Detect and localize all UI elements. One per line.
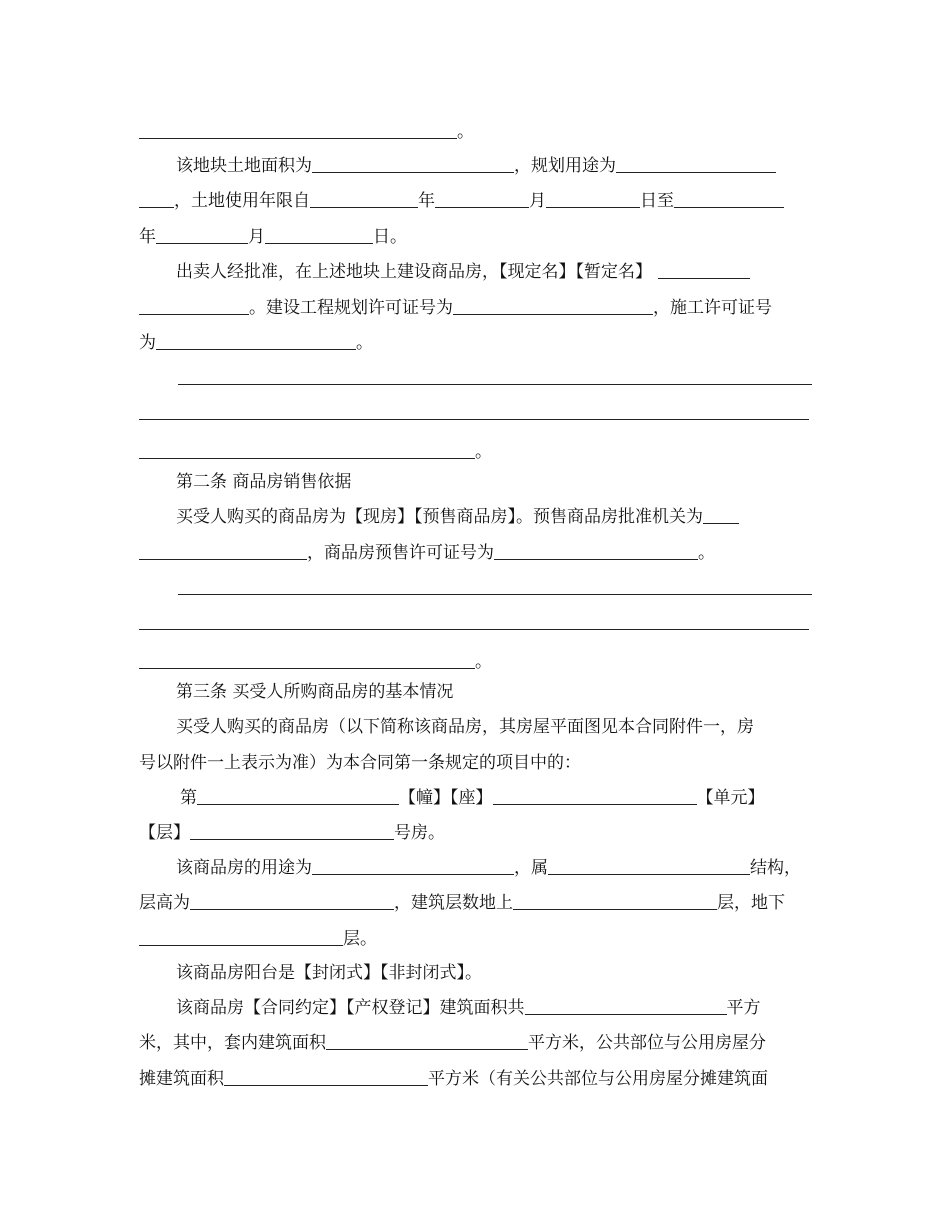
text: ，属 bbox=[514, 858, 548, 878]
text: ，土地使用年限自 bbox=[174, 191, 310, 211]
text: 该商品房【合同约定】【产权登记】建筑面积共 bbox=[176, 998, 525, 1018]
floors-below-blank bbox=[139, 925, 343, 946]
land-area-blank bbox=[312, 152, 514, 173]
text: 平方 bbox=[726, 998, 761, 1018]
text: 结构， bbox=[750, 858, 801, 878]
text: 【单元】 bbox=[696, 788, 765, 808]
text: 。 bbox=[356, 333, 373, 353]
text: 。 bbox=[475, 442, 492, 462]
shared-area-blank bbox=[224, 1065, 428, 1086]
shared-area-line bbox=[139, 1065, 768, 1093]
text-line bbox=[139, 438, 492, 466]
blank-field bbox=[139, 118, 457, 139]
text: 该地块土地面积为 bbox=[176, 156, 312, 176]
project-name-blank bbox=[139, 294, 249, 315]
text: 买受人购买的商品房为【现房】【预售商品房】。预售商品房批准机关为 bbox=[176, 507, 703, 527]
month-blank bbox=[265, 223, 373, 244]
text-line bbox=[139, 648, 492, 676]
approval-authority-blank bbox=[139, 539, 307, 560]
year-blank bbox=[310, 187, 418, 208]
building-area-blank bbox=[525, 994, 727, 1015]
presale-permit-blank bbox=[494, 539, 698, 560]
floors-above-blank bbox=[513, 889, 717, 910]
text: 号房。 bbox=[394, 823, 445, 843]
article-2-title bbox=[176, 468, 351, 496]
blank-rule bbox=[178, 594, 812, 595]
floor-room-line bbox=[139, 819, 445, 847]
text-line bbox=[176, 713, 754, 741]
text: 第 bbox=[180, 788, 197, 808]
unit-location-line bbox=[180, 784, 765, 812]
year-blank bbox=[156, 223, 248, 244]
text-line bbox=[139, 118, 474, 146]
text: 。 bbox=[457, 122, 474, 142]
text: 层，地下 bbox=[717, 893, 785, 913]
blank-rule bbox=[139, 629, 809, 630]
text: 【层】 bbox=[139, 823, 190, 843]
blank-field bbox=[139, 438, 475, 459]
text-line bbox=[139, 749, 581, 777]
text: ，建筑层数地上 bbox=[394, 893, 513, 913]
unit-blank bbox=[493, 784, 697, 805]
sale-basis-line bbox=[176, 503, 739, 531]
usage-blank bbox=[312, 854, 514, 875]
text: 平方米（有关公共部位与公用房屋分摊建筑面 bbox=[428, 1069, 768, 1089]
article-3-title bbox=[176, 678, 453, 706]
planning-permit-line bbox=[139, 294, 772, 322]
text: 月 bbox=[248, 227, 265, 247]
area-line bbox=[176, 994, 761, 1022]
text: 号以附件一上表示为准）为本合同第一条规定的项目中的： bbox=[139, 753, 581, 773]
inner-area-blank bbox=[326, 1029, 528, 1050]
presale-permit-line bbox=[139, 539, 715, 567]
text: 摊建筑面积 bbox=[139, 1069, 224, 1089]
balcony-line bbox=[176, 959, 482, 987]
text: 为 bbox=[139, 333, 156, 353]
blank-rule bbox=[139, 419, 809, 420]
text: 层高为 bbox=[139, 893, 190, 913]
text: ，商品房预售许可证号为 bbox=[307, 543, 494, 563]
text: 买受人购买的商品房（以下简称该商品房，其房屋平面图见本合同附件一，房 bbox=[176, 717, 754, 737]
text: 该商品房阳台是【封闭式】【非封闭式】。 bbox=[176, 963, 482, 983]
day-blank bbox=[546, 187, 640, 208]
blank-rule bbox=[178, 384, 812, 385]
usage-line bbox=[176, 854, 801, 882]
floor-blank bbox=[190, 819, 394, 840]
construction-permit-line bbox=[139, 329, 373, 357]
height-floors-line bbox=[139, 889, 785, 917]
land-term-end-line bbox=[139, 223, 407, 251]
month-blank bbox=[435, 187, 529, 208]
storey-height-blank bbox=[190, 889, 394, 910]
text: 年 bbox=[139, 227, 156, 247]
text: 层。 bbox=[343, 929, 377, 949]
text: ，规划用途为 bbox=[514, 156, 616, 176]
text: 米，其中，套内建筑面积 bbox=[139, 1033, 326, 1053]
building-blank bbox=[197, 784, 399, 805]
text: 日。 bbox=[373, 227, 407, 247]
land-use-blank bbox=[616, 152, 776, 173]
text: ，施工许可证号 bbox=[653, 298, 772, 318]
approval-line bbox=[176, 258, 750, 286]
approval-authority-blank bbox=[703, 503, 739, 524]
text: 日至 bbox=[640, 191, 674, 211]
structure-blank bbox=[548, 854, 750, 875]
text: 【幢】【座】 bbox=[399, 788, 493, 808]
text: 该商品房的用途为 bbox=[176, 858, 312, 878]
text: 。建设工程规划许可证号为 bbox=[249, 298, 453, 318]
heading: 第二条 商品房销售依据 bbox=[176, 472, 352, 492]
blank-field bbox=[139, 648, 475, 669]
text: 年 bbox=[418, 191, 435, 211]
land-area-line bbox=[176, 152, 776, 180]
inner-area-line bbox=[139, 1029, 766, 1057]
text: 月 bbox=[529, 191, 546, 211]
text: 。 bbox=[698, 543, 715, 563]
text: 平方米，公共部位与公用房屋分 bbox=[528, 1033, 766, 1053]
construction-permit-blank bbox=[156, 329, 356, 350]
heading: 第三条 买受人所购商品房的基本情况 bbox=[176, 682, 454, 702]
project-name-blank bbox=[658, 258, 750, 279]
planning-permit-blank bbox=[453, 294, 653, 315]
blank-field bbox=[674, 187, 784, 208]
basement-line bbox=[139, 925, 377, 953]
text: 出卖人经批准，在上述地块上建设商品房，【现定名】【暂定名】 bbox=[176, 262, 652, 282]
blank-field bbox=[139, 187, 174, 208]
text: 。 bbox=[475, 652, 492, 672]
land-term-line bbox=[139, 187, 784, 215]
